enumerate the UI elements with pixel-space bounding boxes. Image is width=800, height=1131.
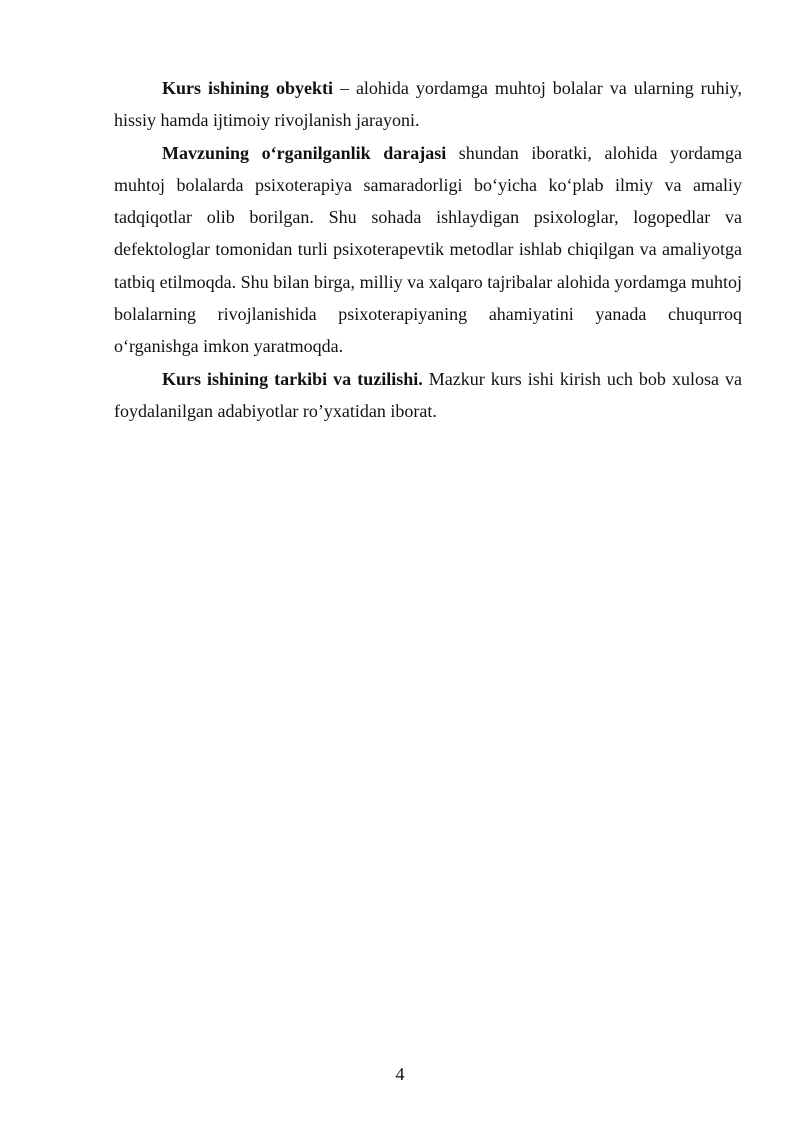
page-number: 4 (395, 1064, 405, 1084)
paragraph-study-level (114, 137, 742, 363)
paragraph-structure (114, 363, 742, 428)
paragraph-text: shundan iboratki, alohida yordamga muhtoj bolalarda psixoterapiya samaradorligi bo‘yicha ko‘plab ilmiy va amaliy tadqiqotlar olib borilgan. Shu sohada ishlaydigan psixologlar, logopedlar va defektologlar tomonidan turli psixoterapevtik metodlar ishlab chiqilgan va amaliyotga tatbiq etilmoqda. Shu bilan birga, milliy va xalqaro tajribalar alohida yordamga muhtoj bolalarning rivojlanishida psixoterapiyaning ahamiyatini yanada chuqurroq o‘rganishga imkon yaratmoqda. (114, 142, 743, 357)
document-body (114, 72, 742, 427)
paragraph-object (114, 72, 742, 137)
paragraph-text: Mazkur kurs ishi kirish uch bob xulosa va foydalanilgan adabiyotlar ro’yxatidan iborat. (114, 368, 742, 421)
paragraph-text: – alohida yordamga muhtoj bolalar va ularning ruhiy, hissiy hamda ijtimoiy rivojlanish jarayoni. (114, 78, 742, 131)
paragraph-lead: Mavzuning o‘rganilganlik darajasi (162, 142, 447, 163)
paragraph-lead: Kurs ishining tarkibi va tuzilishi. (162, 368, 423, 389)
paragraph-lead: Kurs ishining obyekti (162, 78, 333, 98)
